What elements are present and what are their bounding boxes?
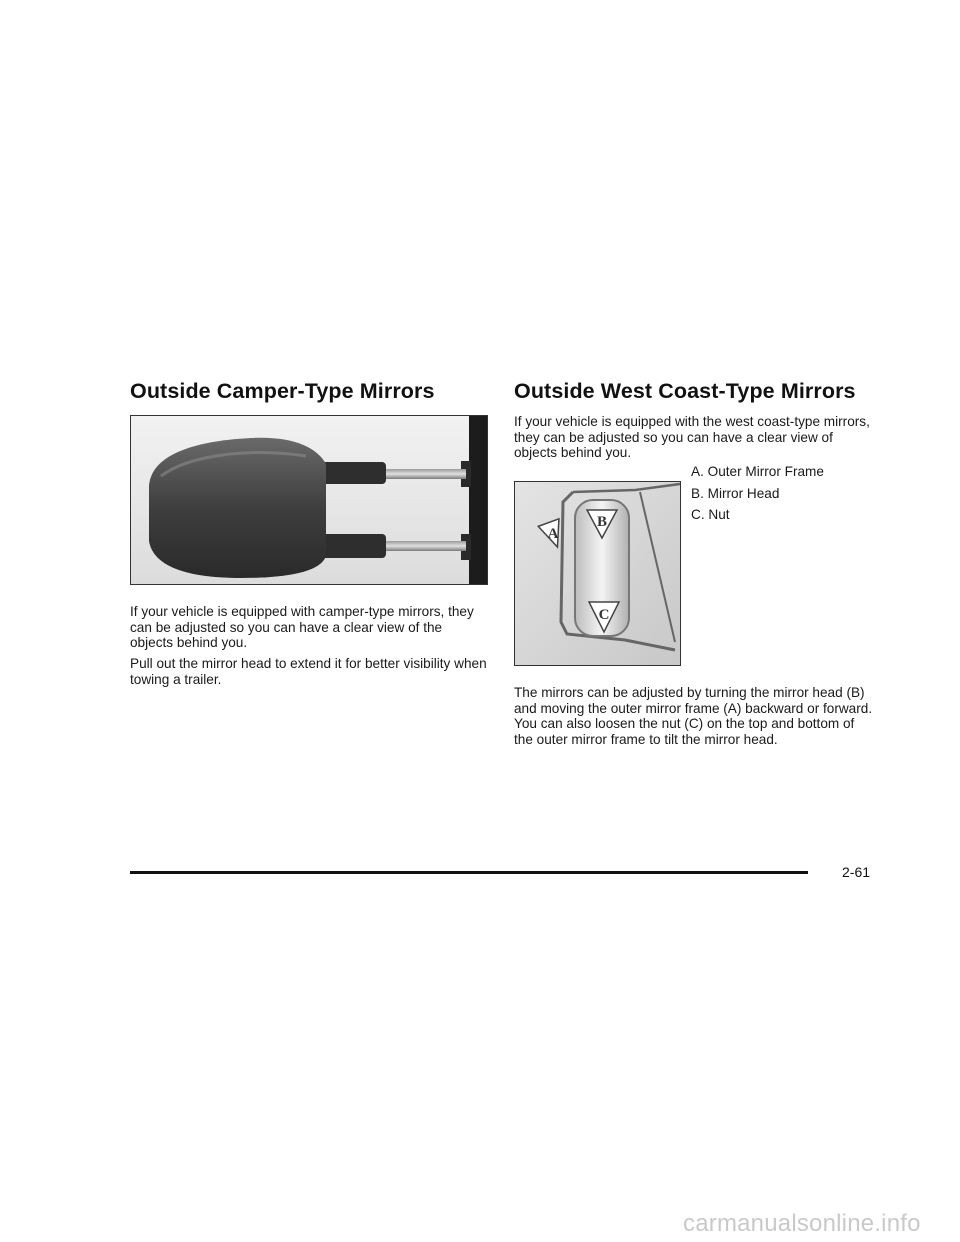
west-coast-mirrors-section bbox=[514, 376, 874, 747]
west-coast-mirrors-intro: If your vehicle is equipped with the west coast-type mirrors, they can be adjusted so you can have a clear view of objects behind you. bbox=[514, 414, 870, 461]
camper-mirror-photo bbox=[130, 415, 488, 585]
footer-rule bbox=[130, 871, 808, 874]
camper-mirrors-section bbox=[130, 376, 488, 687]
mirror-parts-legend bbox=[691, 464, 871, 529]
west-coast-mirrors-adjust-instructions: The mirrors can be adjusted by turning the mirror head (B) and moving the outer mirror frame (A) backward or forward. You can also loosen the nut (C) on the top and bottom of the outer mirror frame to tilt the mirror head. bbox=[514, 685, 873, 747]
callout-c-label: C bbox=[598, 607, 610, 623]
watermark-text: carmanualsonline.info bbox=[683, 1210, 921, 1237]
page-number: 2-61 bbox=[842, 864, 871, 880]
camper-mirrors-description: If your vehicle is equipped with camper-type mirrors, they can be adjusted so you can have a clear view of the objects behind you. bbox=[130, 604, 474, 651]
callout-a-label: A bbox=[547, 526, 559, 542]
legend-item-mirror-head: B. Mirror Head bbox=[691, 485, 780, 501]
legend-item-outer-frame: A. Outer Mirror Frame bbox=[691, 464, 824, 479]
callout-b-label: B bbox=[596, 514, 608, 530]
camper-mirrors-heading: Outside Camper-Type Mirrors bbox=[130, 379, 435, 403]
legend-item-nut: C. Nut bbox=[691, 507, 730, 523]
west-coast-mirrors-heading: Outside West Coast-Type Mirrors bbox=[514, 379, 856, 403]
camper-mirrors-extend-note: Pull out the mirror head to extend it for better visibility when towing a trailer. bbox=[130, 656, 487, 687]
west-coast-mirror-photo bbox=[514, 481, 681, 666]
